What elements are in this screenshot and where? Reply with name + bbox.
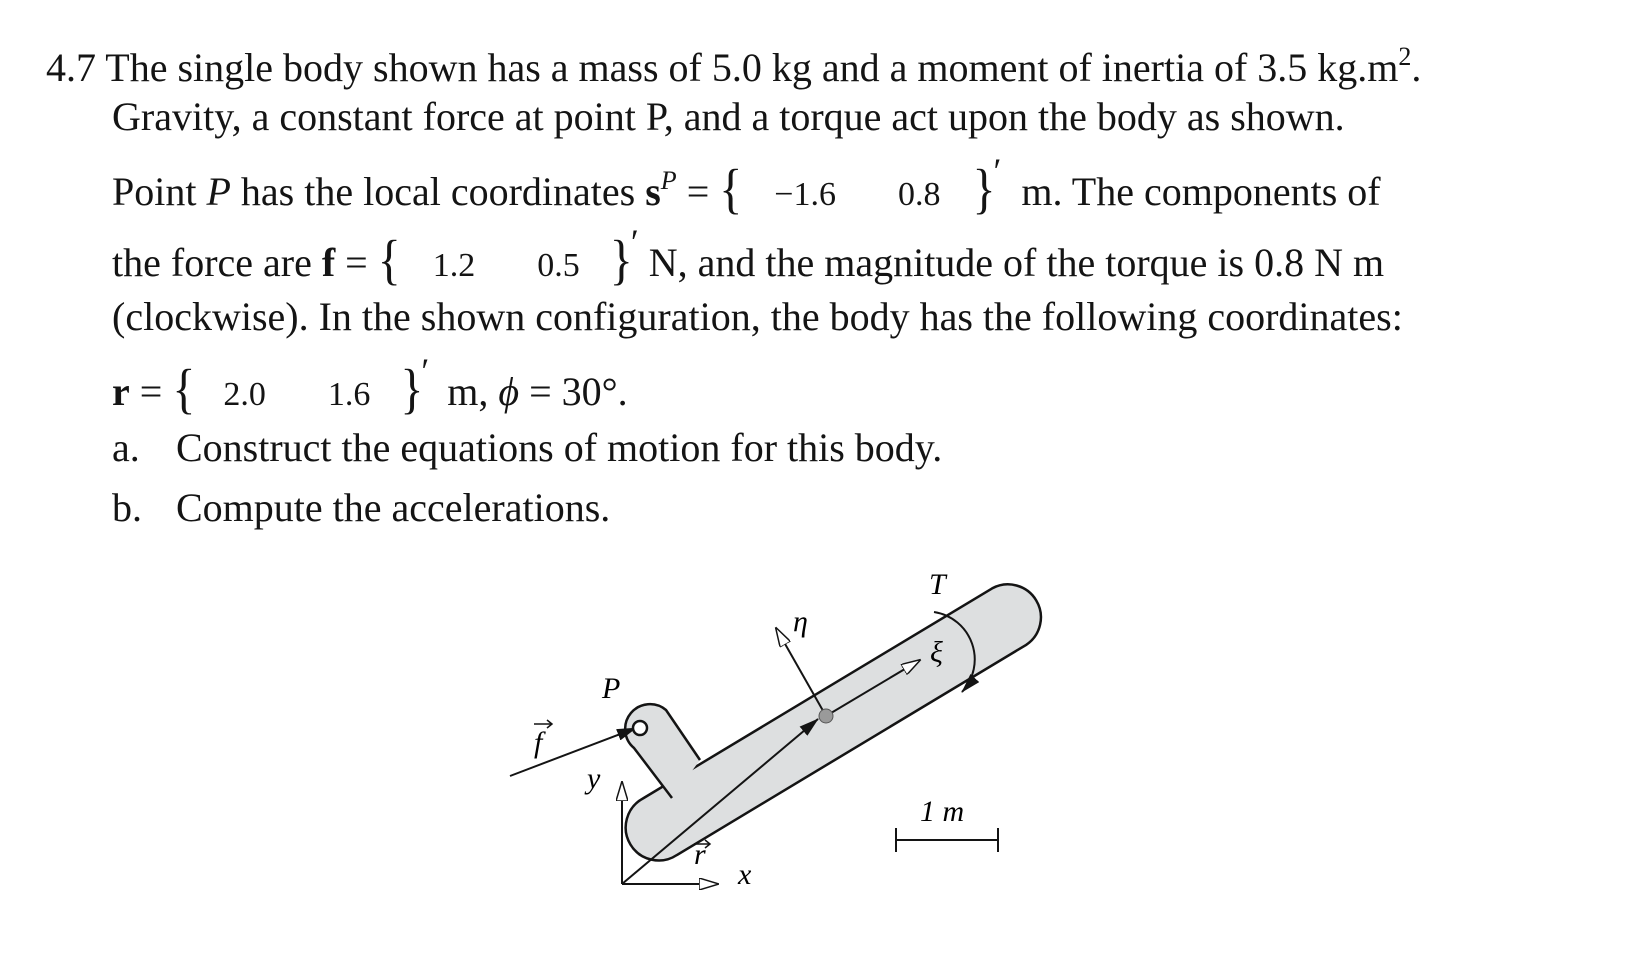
brace-open: { — [172, 358, 196, 420]
force-vector-f — [510, 728, 636, 776]
problem-number: 4.7 — [46, 45, 96, 90]
part-b-label: b. — [112, 485, 142, 530]
part-a-label: a. — [112, 425, 140, 470]
line6-text-a: m, — [447, 369, 499, 414]
xi-label: ξ — [930, 636, 943, 669]
brace-close: } — [609, 229, 633, 291]
transpose-prime: ′ — [630, 222, 639, 262]
period: . — [1411, 45, 1422, 90]
problem-statement-5: (clockwise). In the shown configuration, the body has the following coordinates: — [112, 294, 1403, 339]
sP-x-value: −1.6 — [774, 176, 836, 213]
equals-sign: = — [335, 240, 368, 285]
line4-text-b: N, and the magnitude of the torque is 0.8 N m — [648, 240, 1385, 285]
equals-sign: = — [129, 369, 163, 414]
transpose-prime: ′ — [993, 151, 1002, 191]
point-P-label: P — [602, 672, 621, 705]
rigid-body-shape — [626, 584, 1041, 860]
point-P-marker — [633, 721, 647, 735]
transpose-prime: ′ — [421, 351, 430, 391]
scale-label: 1 m — [920, 795, 965, 828]
problem-statement-1: The single body shown has a mass of 5.0 kg and a moment of inertia of 3.5 kg.m — [105, 45, 1399, 90]
force-label: f — [534, 726, 543, 759]
sP-y-value: 0.8 — [897, 176, 941, 213]
eta-label: η — [793, 605, 808, 638]
line3-text-a: Point — [112, 169, 207, 214]
line3-text-c: m. The components of — [1021, 169, 1381, 214]
y-axis-label: y — [587, 762, 601, 795]
r-x-value: 2.0 — [223, 376, 266, 413]
brace-close: } — [400, 358, 424, 420]
part-b-text: Compute the accelerations. — [176, 485, 611, 530]
part-a-text: Construct the equations of motion for this body. — [176, 425, 943, 470]
torque-label: T — [929, 568, 946, 601]
f-x-value: 1.2 — [432, 247, 476, 284]
scale-bar — [896, 828, 998, 852]
problem-statement-2: Gravity, a constant force at point P, and a torque act upon the body as shown. — [112, 94, 1345, 139]
r-y-value: 1.6 — [327, 376, 371, 413]
superscript-2: 2 — [1398, 42, 1412, 71]
s-superscript-P: P — [660, 166, 677, 195]
centroid-marker — [819, 709, 833, 723]
line6-text-b: = 30°. — [519, 369, 628, 414]
x-axis-label: x — [738, 858, 752, 891]
brace-open: { — [377, 229, 401, 291]
line3-text-b: has the local coordinates — [230, 169, 646, 214]
r-vector-label: r — [694, 838, 706, 871]
equals-sign: = — [676, 169, 710, 214]
brace-close: } — [972, 158, 996, 220]
r-vector-symbol: r — [112, 369, 130, 414]
f-y-value: 0.5 — [537, 247, 580, 284]
brace-open: { — [719, 158, 743, 220]
point-P-symbol: P — [206, 169, 231, 214]
f-vector-symbol: f — [321, 240, 336, 285]
phi-symbol: ϕ — [498, 369, 520, 414]
line4-text-a: the force are — [112, 240, 322, 285]
s-vector-symbol: s — [645, 169, 661, 214]
